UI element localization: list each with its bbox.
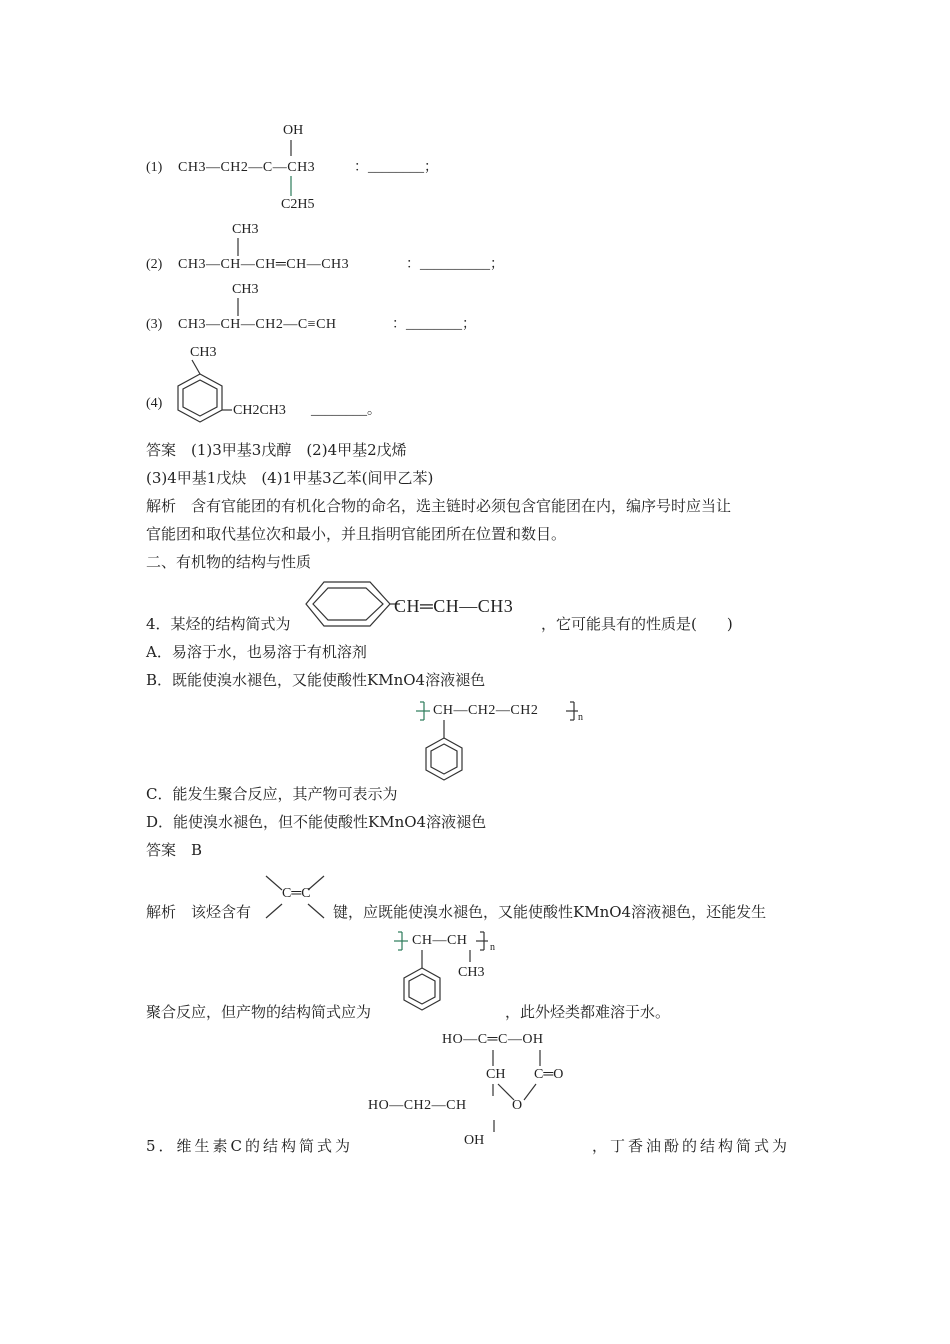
q3-item-2-label: (2) bbox=[146, 257, 163, 272]
answer-3-line-1: 答案 (1)3甲基3戊醇 (2)4甲基2戊烯 bbox=[146, 441, 407, 459]
q3-item-4-tail: ________。 bbox=[311, 403, 381, 418]
q3-item-2-formula: CH3—CH—CH═CH—CH3 bbox=[178, 257, 350, 272]
q5-stem-prefix: 5．维生素C的结构简式为 bbox=[146, 1137, 354, 1155]
q5-vc-oh: OH bbox=[464, 1133, 485, 1148]
q3-item-4-label: (4) bbox=[146, 396, 163, 411]
q4-answer: 答案 B bbox=[146, 841, 203, 859]
q3-item-2-tail: ：__________； bbox=[406, 257, 504, 272]
q3-item-1-label: (1) bbox=[146, 160, 163, 175]
q3-item-3-label: (3) bbox=[146, 317, 163, 332]
q3-item-1-bottom-c2h5: C2H5 bbox=[281, 197, 315, 212]
q4-option-a: A．易溶于水，也易溶于有机溶剂 bbox=[146, 643, 367, 661]
q4-option-c-polymer-chain: CH—CH2—CH2 bbox=[433, 703, 539, 718]
analysis-3-line-1: 解析 含有官能团的有机化合物的命名，选主链时必须包含官能团在内，编序号时应当让 bbox=[146, 497, 732, 515]
q4-analysis-polymer-ch3: CH3 bbox=[458, 965, 485, 980]
q4-option-b: B．既能使溴水褪色，又能使酸性KMnO4溶液褪色 bbox=[146, 671, 486, 689]
q5-vc-top: HO—C═C—OH bbox=[442, 1032, 544, 1047]
q4-option-c-polymer-n: n bbox=[578, 712, 583, 723]
q4-stem-suffix: ，它可能具有的性质是( ) bbox=[541, 615, 733, 633]
q3-item-2-bond bbox=[233, 238, 243, 258]
q5-vc-mid-ch: CH bbox=[486, 1067, 506, 1082]
q3-item-1-top-oh: OH bbox=[283, 123, 304, 138]
q3-item-3-formula: CH3—CH—CH2—C≡CH bbox=[178, 317, 337, 332]
q4-analysis-bond: C═C bbox=[282, 886, 311, 901]
q4-stem-prefix: 4．某烃的结构简式为 bbox=[146, 615, 291, 633]
q3-item-4-side-ethyl: CH2CH3 bbox=[233, 403, 286, 418]
q3-item-3-tail: ：________； bbox=[392, 317, 476, 332]
q4-analysis-prefix: 解析 该烃含有 bbox=[146, 903, 252, 921]
q4-analysis-polymer-chain: CH—CH bbox=[412, 933, 468, 948]
q4-structure-chain: CH═CH—CH3 bbox=[394, 596, 514, 616]
q5-vc-ring-bonds bbox=[480, 1046, 590, 1136]
analysis-3-line-2: 官能团和取代基位次和最小，并且指明官能团所在位置和数目。 bbox=[146, 525, 567, 543]
q3-item-3-bond bbox=[233, 298, 243, 318]
q4-benzene-ring bbox=[304, 580, 404, 630]
q4-analysis-line-2-prefix: 聚合反应，但产物的结构简式应为 bbox=[146, 1003, 372, 1021]
q5-stem-suffix: ，丁香油酚的结构简式为 bbox=[592, 1137, 791, 1155]
answer-3-line-2: (3)4甲基1戊炔 (4)1甲基3乙苯(间甲乙苯) bbox=[146, 469, 434, 487]
q5-vc-carbonyl: C═O bbox=[534, 1067, 564, 1082]
q4-analysis-mid: 键，应既能使溴水褪色，又能使酸性KMnO4溶液褪色，还能发生 bbox=[333, 903, 767, 921]
q3-item-1-tail: ：________； bbox=[354, 160, 438, 175]
q4-analysis-line-2-suffix: ，此外烃类都难溶于水。 bbox=[505, 1003, 671, 1021]
section-2-title: 二、有机物的结构与性质 bbox=[146, 553, 312, 571]
q5-vc-chain: HO—CH2—CH bbox=[368, 1098, 467, 1113]
q4-option-c: C．能发生聚合反应，其产物可表示为 bbox=[146, 785, 398, 803]
q3-item-1-formula: CH3—CH2—C—CH3 bbox=[178, 160, 316, 175]
q3-item-4-benzene-ring bbox=[170, 360, 240, 440]
q4-option-d: D．能使溴水褪色，但不能使酸性KMnO4溶液褪色 bbox=[146, 813, 487, 831]
q3-item-4-top-ch3: CH3 bbox=[190, 345, 217, 360]
q4-analysis-polymer-n: n bbox=[490, 942, 495, 953]
q3-item-2-top-ch3: CH3 bbox=[232, 222, 259, 237]
q5-vc-ring-o: O bbox=[512, 1098, 523, 1113]
q3-item-3-top-ch3: CH3 bbox=[232, 282, 259, 297]
